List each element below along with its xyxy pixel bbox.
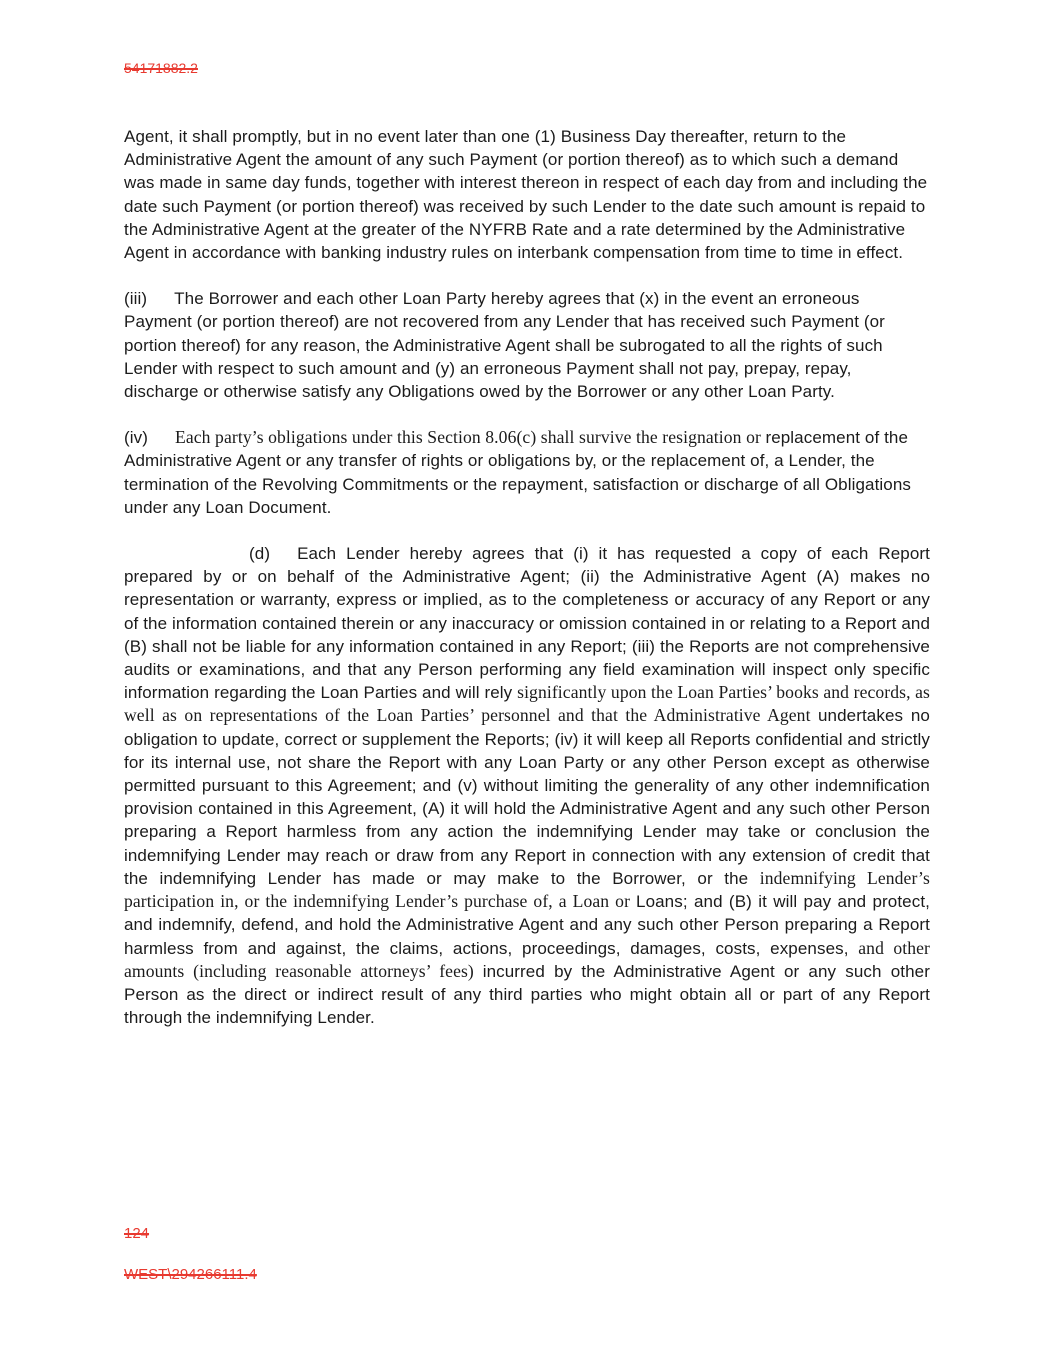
paragraph-d-text-segment: incurred by the Administrative Agent or any such other Person as the direct or indirect result of any third parties who might obtain all or part of any Report through the indemnifying Lender. — [124, 961, 930, 1028]
paragraph-d-text-segment: significantly upon the Loan Parties’ books and records, as well as on representations of the Loan Parties’ personnel and that the Administrative Agent — [124, 682, 930, 726]
paragraph-iii-text-segment: (iii) — [124, 289, 148, 309]
paragraph-carryover-text-segment: Agent, it shall promptly, but in no event later than one (1) Business Day thereafter, return to the Administrative Agent the amount of any such Payment (or portion thereof) as to which such a demand was made in same day funds, together with interest thereon in respect of each day from and including the date such Payment (or portion thereof) was received by such Lender to the date such amount is repaid to the Administrative Agent at the greater of the NYFRB Rate and a rate determined by the Administrative Agent in accordance with banking industry rules on interbank compensation from time to time in effect. — [124, 127, 928, 263]
paragraph-iv-text-segment: replacement of the Administrative Agent or any transfer of rights or obligations by, or the replacement of, a Lender, the termination of the Revolving Commitments or the repayment, satisfaction or discharge of all Obligations under any Loan Document. — [124, 428, 911, 517]
paragraph-d-text-segment: Each Lender hereby agrees that (i) it has requested a copy of each Report prepared by or on behalf of the Administrative Agent; (ii) the Administrative Agent (A) makes no representation or warranty, express or implied, as to the completeness or accuracy of any Report or any of the information contained therein or any inaccuracy or omission contained in or relating to a Report and (B) shall not be liable for any information contained in any Report; (iii) the Reports are not comprehensive audits or examinations, and that any Person performing any field examination will inspect only specific information regarding the Loan Parties and will rely — [124, 544, 930, 703]
paragraph-d-text-segment: indemnifying Lender’s participation in, or the indemnifying Lender’s purchase of, a Loan or — [124, 867, 930, 912]
paragraph-d-text-segment: and other amounts (including reasonable attorneys’ fees) — [124, 937, 931, 981]
document-body — [124, 125, 930, 1052]
paragraph-iv — [124, 426, 930, 519]
paragraph-iv-text-segment: (iv) — [124, 428, 148, 448]
paragraph-iii-text-segment: The Borrower and each other Loan Party hereby agrees that (x) in the event an erroneous Payment (or portion thereof) are not recovered from any Lender that has received such Payment (or portion thereof) for any reason, the Administrative Agent shall be subrogated to all the rights of such Lender with respect to such amount and (y) an erroneous Payment shall not pay, prepay, repay, discharge or otherwise satisfy any Obligations owed by the Borrower or any other Loan Party. — [124, 289, 885, 402]
footer-doc-id: WEST\294266111.4 — [124, 1266, 257, 1283]
paragraph-iii — [124, 287, 930, 403]
paragraph-d — [124, 542, 930, 1029]
header-doc-number: 54171882.2 — [124, 60, 198, 76]
footer-page-number: 124 — [124, 1225, 150, 1242]
paragraph-iv-text-segment: Each party’s obligations under this Section 8.06(c) shall survive the resignation or — [175, 427, 766, 448]
paragraph-carryover — [124, 125, 930, 264]
paragraph-d-text-segment: (d) — [249, 544, 271, 564]
paragraph-d-text-segment: undertakes no obligation to update, correct or supplement the Reports; (iv) it will keep all Reports confidential and strictly for its internal use, not share the Report with any Loan Party or any other Person except as otherwise permitted pursuant to this Agreement; and (v) without limiting the generality of any other indemnification provision contained in this Agreement, (A) it will hold the Administrative Agent and any such other Person preparing a Report harmless from any action the indemnifying Lender may take or conclusion the indemnifying Lender may reach or draw from any Report in connection with any extension of credit that the indemnifying Lender has made or may make to the Borrower, or the — [124, 706, 930, 888]
paragraph-d-text-segment: Loans; and (B) it will pay and protect, and indemnify, defend, and hold the Administrative Agent and any such other Person preparing a Report harmless from and against, the claims, actions, proceedings, damages, costs, expenses, — [124, 892, 930, 958]
